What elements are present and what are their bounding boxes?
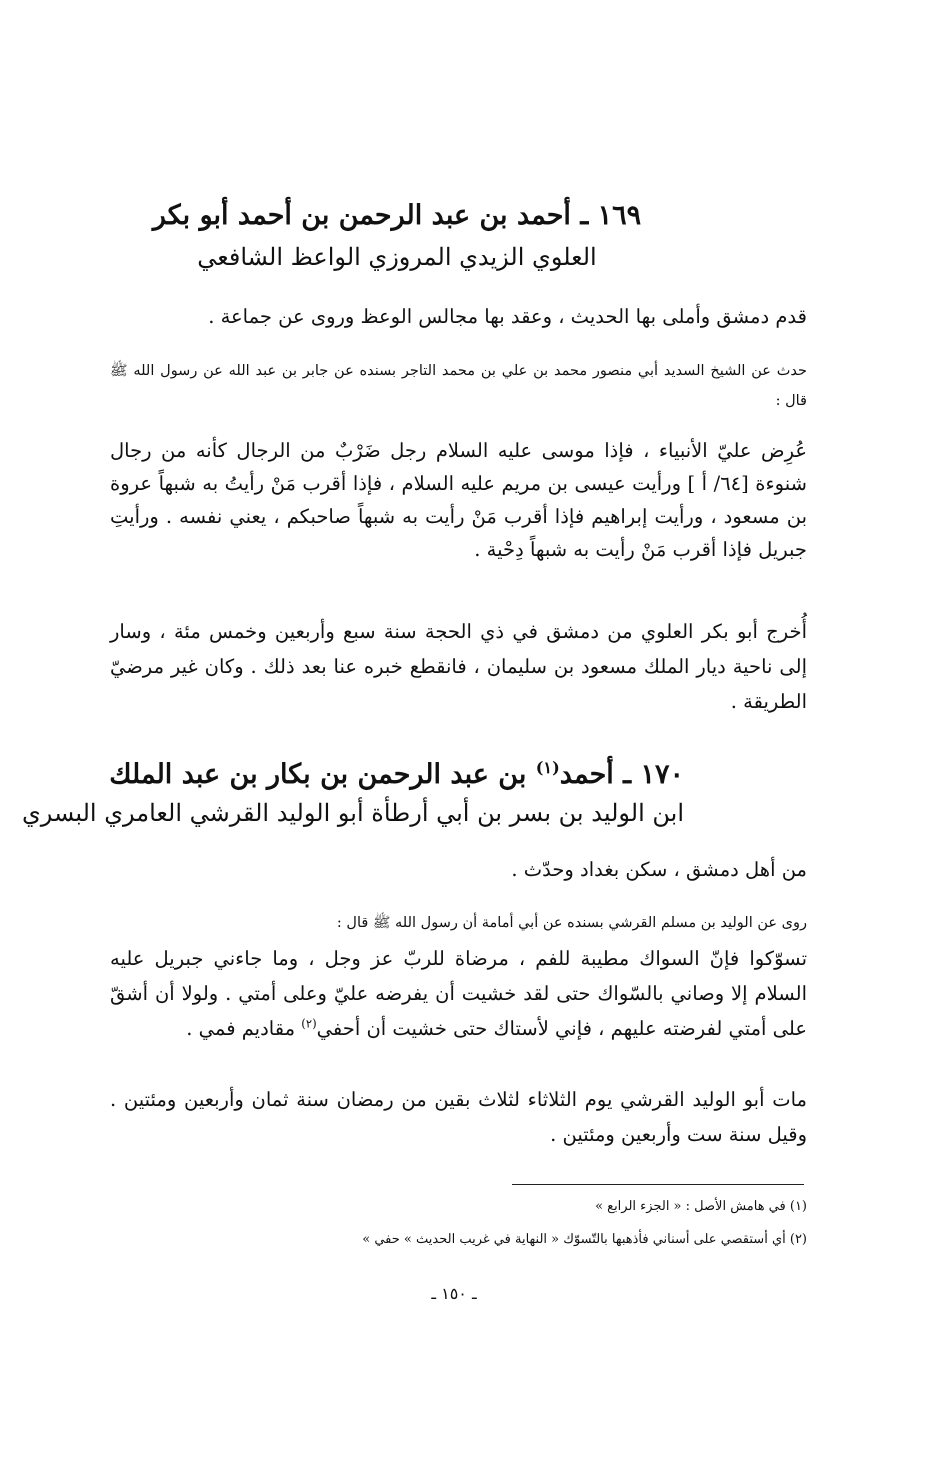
page-number: ـ ١٥٠ ـ — [431, 1284, 477, 1303]
entry-170-title — [110, 755, 684, 795]
entry-169-subtitle: العلوي الزيدي المروزي الواعظ الشافعي — [197, 243, 597, 271]
entry-170-hadith-text: تسوّكوا فإنّ السواك مطيبة للفم ، مرضاة للربّ عز وجل ، وما جاءني جبريل عليه السلام إلا وصاني بالسّواك حتى لقد خشيت أن يفرضه عليّ وعلى أمتي . ولولا أن أشقّ على أمتي لفرضته عليهم ، فإني لأستاك حتى خشيت أن أحفي — [110, 947, 807, 1040]
entry-170-hadith-end: مقاديم فمي . — [186, 1017, 296, 1040]
entry-169-hadith: عُرِض عليّ الأنبياء ، فإذا موسى عليه السلام رجل ضَرْبٌ من الرجال كأنه من رجال شنوءة [٦٤/ أ ] ورأيت عيسى بن مريم عليه السلام ، فإذا أقرب مَنْ رأيتُ به شبهاً عروة بن مسعود ، ورأيت إبراهيم فإذا أقرب مَنْ رأيت به شبهاً صاحبكم ، يعني نفسه . ورأيتِ جبريل فإذا أقرب مَنْ رأيت به شبهاً دِحْية . — [110, 439, 807, 561]
entry-170-title-suffix: بن عبد الرحمن بن بكار بن عبد الملك — [109, 759, 527, 790]
footnote-divider — [512, 1184, 804, 1185]
footnote-ref-2: (٢) — [301, 1016, 317, 1031]
entry-170-isnad: روى عن الوليد بن مسلم القرشي بسنده عن أبي أمامة أن رسول الله ﷺ قال : — [336, 915, 807, 931]
footnote-2: (٢) أي أستقصي على أسناني فأذهبها بالتّسوّك « النهاية في غريب الحديث » حفي » — [362, 1232, 807, 1247]
entry-169-intro: قدم دمشق وأملى بها الحديث ، وعقد بها مجالس الوعظ وروى عن جماعة . — [208, 305, 807, 328]
entry-170-title-prefix: ١٧٠ ـ أحمد — [559, 759, 684, 790]
entry-170-hadith — [110, 941, 807, 1046]
entry-170-intro: من أهل دمشق ، سكن بغداد وحدّث . — [511, 858, 807, 881]
footnote-1: (١) في هامش الأصل : « الجزء الرابع » — [595, 1199, 807, 1214]
entry-169-closing: أُخرج أبو بكر العلوي من دمشق في ذي الحجة سنة سبع وأربعين وخمس مئة ، وسار إلى ناحية ديار الملك مسعود بن سليمان ، فانقطع خبره عنا بعد ذلك . وكان غير مرضيّ الطريقة . — [110, 620, 807, 713]
entry-170-death: مات أبو الوليد القرشي يوم الثلاثاء لثلاث بقين من رمضان سنة ثمان وأربعين ومئتين . وقيل سنة ست وأربعين ومئتين . — [110, 1088, 807, 1146]
entry-169-isnad: حدث عن الشيخ السديد أبي منصور محمد بن علي بن محمد التاجر بسنده عن جابر بن عبد الله عن رسول الله ﷺ قال : — [110, 363, 807, 409]
footnote-ref-1: (١) — [535, 758, 560, 777]
entry-170-subtitle: ابن الوليد بن بسر بن أبي أرطأة أبو الوليد القرشي العامري البسري — [21, 799, 684, 827]
entry-169-title: ١٦٩ ـ أحمد بن عبد الرحمن بن أحمد أبو بكر — [152, 200, 642, 231]
